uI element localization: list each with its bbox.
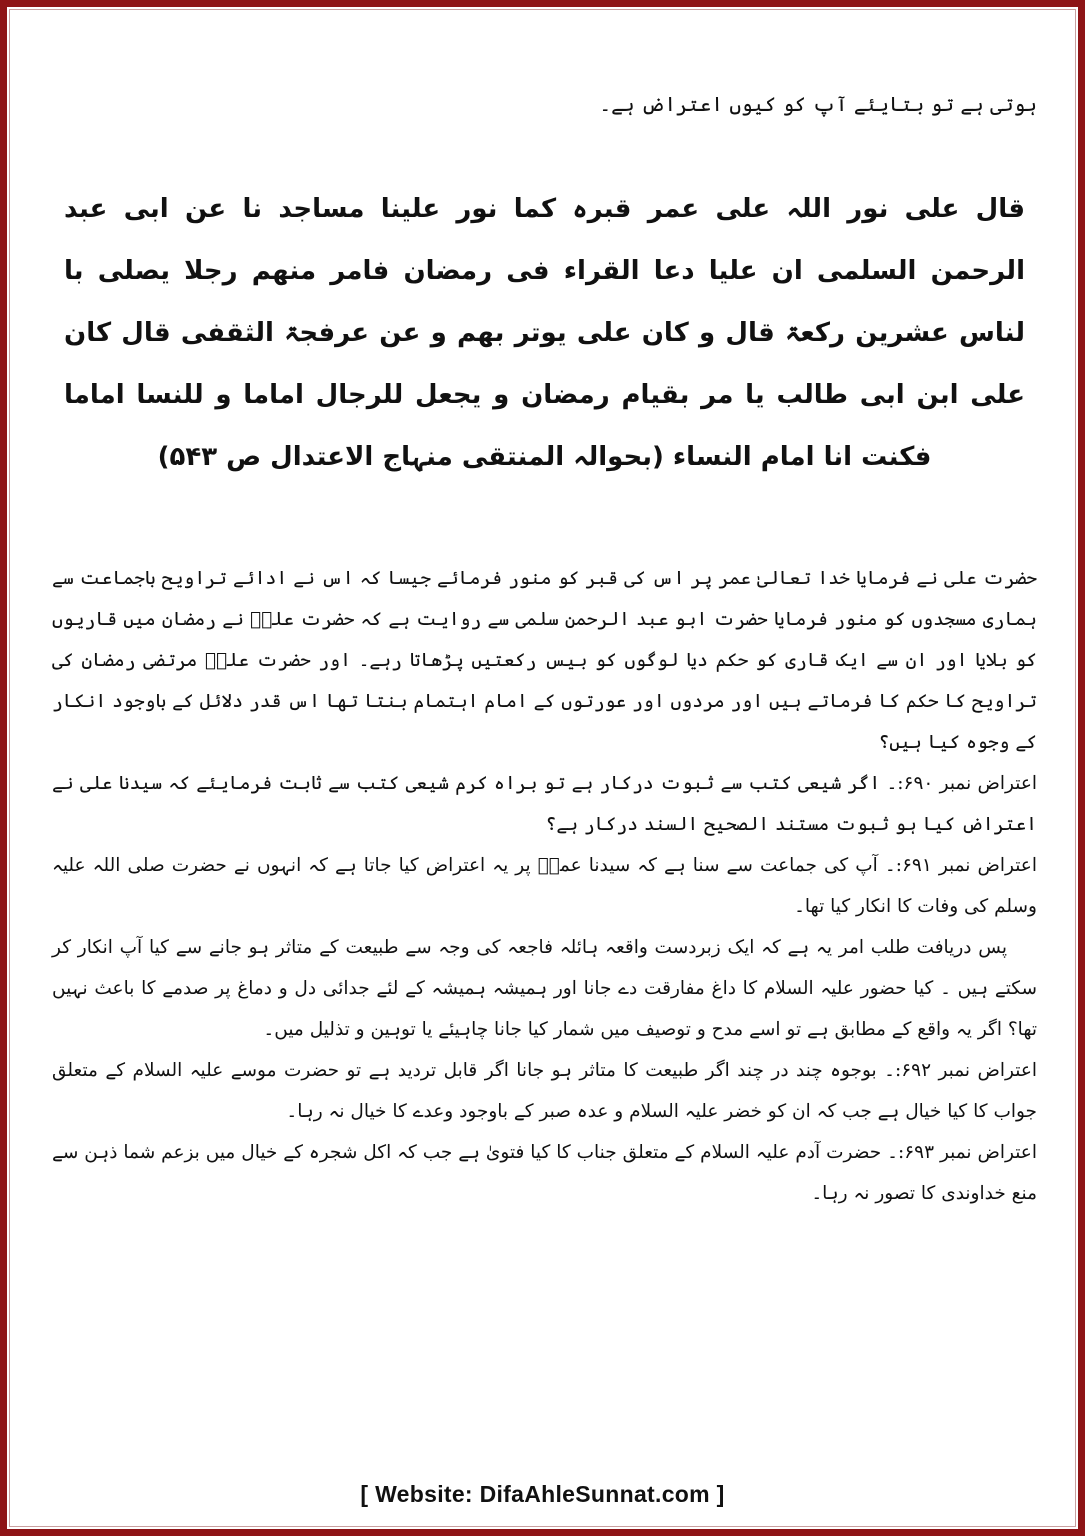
paragraph-objection-693: اعتراض نمبر ۶۹۳:۔ حضرت آدم علیہ السلام کے متعلق جناب کا کیا فتویٰ ہے جب کہ اکل شجرہ کے خیال میں بزعم شما ذہن سے منع خداوندی کا تصور نہ رہا۔ bbox=[52, 1142, 1037, 1204]
paragraph-objection-690: اعتراض نمبر ۶۹۰:۔ اگر شیعی کتب سے ثبوت درکار ہے تو براہ کرم شیعی کتب سے ثابت فرمایئے کہ سیدنا علی نے اعتراض کیا ہو ثبوت مستند الصحیح السند درکار ہے؟ bbox=[52, 773, 1037, 835]
document-body bbox=[52, 70, 1037, 1214]
website-footer: [ Website: DifaAhleSunnat.com ] bbox=[360, 1481, 725, 1507]
urdu-section bbox=[52, 558, 1037, 1214]
paragraph-inquiry: پس دریافت طلب امر یہ ہے کہ ایک زبردست واقعہ ہائلہ فاجعہ کی وجہ سے طبیعت کے متاثر ہو جانے سے کیا آپ انکار کر سکتے ہیں ۔ کیا حضور علیہ السلام کا داغ مفارقت دے جانا اور ہمیشہ ہمیشہ کے لئے جدائی دل و دماغ پر صدمے کا باعث نہیں تھا؟ اگر یہ واقع کے مطابق ہے تو اسے مدح و توصیف میں شمار کیا جانا چاہیئے یا توہین و تذلیل میں۔ bbox=[52, 937, 1037, 1040]
paragraph-objection-691: اعتراض نمبر ۶۹۱:۔ آپ کی جماعت سے سنا ہے کہ سیدنا عمرؓ پر یہ اعتراض کیا جاتا ہے کہ انہوں نے حضرت صلی اللہ علیہ وسلم کی وفات کا انکار کیا تھا۔ bbox=[52, 855, 1037, 917]
paragraph-hadith-translation: حضرت علی نے فرمایا خدا تعالیٰ عمر پر اس کی قبر کو منور فرمائے جیسا کہ اس نے ادائے تراویح باجماعت سے ہماری مسجدوں کو منور فرمایا حضرت ابو عبد الرحمن سلمی سے روایت ہے کہ حضرت علیؓ نے رمضان میں قاریوں کو بلایا اور ان سے ایک قاری کو حکم دیا لوگوں کو بیس رکعتیں پڑھاتا رہے۔ اور حضرت علیؓ مرتضی رمضان کی تراویح کا حکم کا فرماتے ہیں اور مردوں اور عورتوں کے امام اہتمام بنتا تھا اس قدر دلائل کے باوجود انکار کے وجوہ کیا ہیں؟ bbox=[52, 568, 1037, 753]
arabic-quote: قال علی نور اللہ علی عمر قبرہ کما نور علینا مساجد نا عن ابی عبد الرحمن السلمی ان علیا دعا القراء فی رمضان فامر منھم رجلا یصلی با لناس عشرین رکعۃ قال و کان علی یوتر بھم و عن عرفجۃ الثقفی قال کان علی ابن ابی طالب یا مر بقیام رمضان و یجعل للرجال اماما و للنسا اماما فکنت انا امام النساء (بحوالہ المنتقی منہاج الاعتدال ص ۵۴۳) bbox=[64, 194, 1025, 472]
paragraph-objection-692: اعتراض نمبر ۶۹۲:۔ بوجوہ چند در چند اگر طبیعت کا متاثر ہو جانا اگر قابل تردید ہے تو حضرت موسے علیہ السلام کے متعلق جواب کا کیا خیال ہے جب کہ ان کو خضر علیہ السلام و عدہ صبر کے باوجود وعدے کا خیال نہ رہا۔ bbox=[52, 1060, 1037, 1122]
intro-line: ہوتی ہے تو بتایئے آپ کو کیوں اعتراض ہے۔ bbox=[599, 92, 1037, 116]
